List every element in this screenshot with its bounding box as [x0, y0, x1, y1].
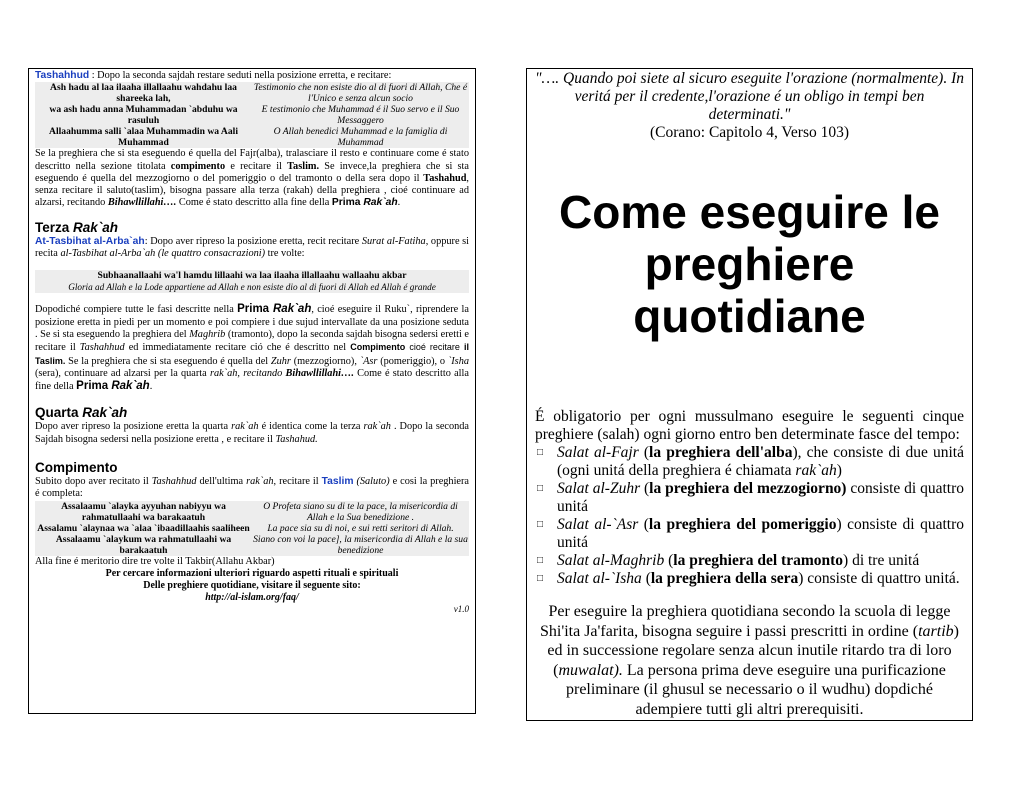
- footer-line-2: Delle preghiere quotidiane, visitare il seguente sito:: [143, 579, 361, 591]
- footer: [35, 568, 469, 604]
- heading-quarta: Quarta Rak`ah: [35, 405, 128, 421]
- right-panel: [526, 68, 973, 721]
- left-panel: [28, 68, 476, 714]
- list-item: □ Salat al-Fajr (la preghiera dell'alba), che consiste di due unitá (ogni unitá della preghiera é chiamata rak`ah): [535, 444, 964, 480]
- arabic-text: Ash hadu al laa ilaaha illallaahu wahdahu laa shareeka lah,: [50, 82, 237, 105]
- list-item: □ Salat al-`Asr (la preghiera del pomeriggio) consiste di quattro unitá: [535, 516, 964, 552]
- arabic-text: Allaahumma salli `alaa Muhammadin wa Aali Muhammad: [49, 126, 238, 149]
- list-item: □ Salat al-Maghrib (la preghiera del tramonto) di tre unitá: [535, 552, 964, 570]
- italian-text: La pace sia su di noi, e sui retti seritori di Allah.: [267, 522, 454, 534]
- list-item: □ Salat al-Zuhr (la preghiera del mezzogiorno) consiste di quattro unitá: [535, 480, 964, 516]
- table-row: [35, 126, 469, 148]
- arabic-text: Assalamu `alaynaa wa `alaa `ibaadillaahis saaliheen: [37, 522, 250, 534]
- table-row: [35, 523, 469, 534]
- italian-text: O Allah benedici Muhammad e la famiglia di Muhammad: [273, 126, 448, 149]
- footer-url: http://al-islam.org/faq/: [205, 591, 299, 603]
- tasbihat-box: [35, 270, 469, 293]
- quran-quote: "…. Quando poi siete al sicuro eseguite l'orazione (normalmente). In veritá per il credente,l'orazione é un obligo in tempi ben determinati.": [535, 70, 964, 123]
- table-row: [35, 82, 469, 104]
- italian-text: Siano con voi la pace], la misericordia di Allah e la sua benedizione: [253, 533, 468, 556]
- paragraph-terza: At-Tasbihat al-Arba`ah: Dopo aver ripreso la posizione eretta, recit recitare Surat al-Fatiha, oppure si recita al-Tasbihat al-Arba`ah (le quattro consacrazioni) tre volte:: [35, 235, 470, 260]
- table-row: [35, 534, 469, 556]
- tashahhud-intro: Tashahhud : Dopo la seconda sajdah restare seduti nella posizione erretta, e recitare:: [35, 70, 392, 81]
- arabic-text: Assalaamu `alayka ayyuhan nabiyyu wa rahmatullaahi wa barakaatuh: [61, 500, 226, 523]
- intro-paragraph: É obligatorio per ogni mussulmano eseguire le seguenti cinque preghiere (salah) ogni giorno entro ben determinate fasce del tempo:: [535, 408, 964, 443]
- tasbihat-label: At-Tasbihat al-Arba`ah: [35, 235, 145, 247]
- table-row: [35, 104, 469, 126]
- list-item: □ Salat al-`Isha (la preghiera della sera) consiste di quattro unitá.: [535, 570, 964, 588]
- tashahhud-label: Tashahhud: [35, 70, 90, 81]
- arabic-text: Subhaanallaahi wa'l hamdu lillaahi wa laa ilaaha illallaahu wallaahu akbar: [97, 270, 407, 282]
- takbir-note: Alla fine é meritorio dire tre volte il Takbir(Allahu Akbar): [35, 555, 275, 567]
- footer-line-1: Per cercare informazioni ulteriori riguardo aspetti rituali e spirituali: [105, 567, 399, 579]
- paragraph-fajr: Se la preghiera che si sta eseguendo é quella del Fajr(alba), tralasciare il resto e continuare come é stato descritto nella sezione titolata compimento e recitare il Taslim. Se invece,la preghiera che si sta eseguendo é quella del mezzogiorno o del pomeriggio o del tramonto o della sera dopo il Tashahud, senza recitare il saluto(taslim), bisogna passare alla terza (rakah) della preghiera , cioé continuare ad alzarsi, recitando Bihawllillahi…. Come é stato descritto alla fine della Prima Rak`ah.: [35, 148, 469, 209]
- paragraph-after-terza: Dopodiché compiere tutte le fasi descritte nella Prima Rak`ah, cioé eseguire il Ruku`, riprendere la posizione eretta in piedi per un momento e poi compiere i due sujud intervallate da una posizione seduta . Se si sta eseguendo la preghiera del Maghrib (tramonto), dopo la seconda sajdah bisogna sedersi eretti e recitare il Tashahhud ed immediatamente recitare ció che é descritto nel Compimento cioé recitare il Taslim. Se la preghiera che si sta eseguendo é quella del Zuhr (mezzogiorno), `Asr (pomeriggio), o `Isha (sera), continuare ad alzarsi per la quarta rak`ah, recitando Bihawllillahi…. Come é stato descritto alla fine della Prima Rak`ah.: [35, 303, 470, 393]
- arabic-text: Assalaamu `alaykum wa rahmatullaahi wa barakaatuh: [55, 533, 232, 556]
- version-label: v1.0: [453, 603, 469, 614]
- table-row: [35, 501, 469, 523]
- taslim-table: [35, 501, 469, 556]
- page-title: Come eseguire le preghiere quotidiane: [559, 186, 940, 342]
- paragraph-quarta: Dopo aver ripreso la posizione eretta la quarta rak`ah é identica come la terza rak`ah . Dopo la seconda Sajdah bisogna sedersi nella posizione eretta , e recitare il Tashahud.: [35, 421, 469, 445]
- closing-paragraph: Per eseguire la preghiera quotidiana secondo la scuola di legge Shi'ita Ja'farita, bisogna seguire i passi prescritti in ordine (tartib) ed in successione regolare senza alcun inutile ritardo tra di loro (muwalat). La persona prima deve eseguire una purificazione preliminare (il ghusul se necessario o il wudhu) dopdiché adempiere tutti gli altri prerequisiti.: [539, 603, 959, 718]
- quote-source: (Corano: Capitolo 4, Verso 103): [649, 124, 850, 141]
- heading-compimento: Compimento: [35, 460, 118, 476]
- taslim-label: Taslim: [321, 476, 354, 488]
- tashahhud-table: [35, 82, 469, 148]
- heading-terza: Terza Rak`ah: [35, 219, 119, 235]
- prayer-list: [535, 444, 964, 588]
- paragraph-compimento: Subito dopo aver recitato il Tashahhud dell'ultima rak`ah, recitare il Taslim (Saluto) e cosi la preghiera é completa:: [35, 476, 470, 500]
- italian-text: Gloria ad Allah e la Lode appartiene ad Allah e non esiste dio al di fuori di Allah ed Allah é grande: [68, 282, 436, 293]
- italian-text: E testimonio che Muhammad é il Suo servo e il Suo Messaggero: [261, 104, 460, 127]
- italian-text: Testimonio che non esiste dio al di fuori di Allah, Che é l'Unico e senza alcun socio: [253, 82, 468, 105]
- italian-text: O Profeta siano su di te la pace, la misericordia di Allah e la Sua benedizione .: [263, 500, 458, 523]
- arabic-text: wa ash hadu anna Muhammadan `abduhu wa rasuluh: [49, 104, 238, 127]
